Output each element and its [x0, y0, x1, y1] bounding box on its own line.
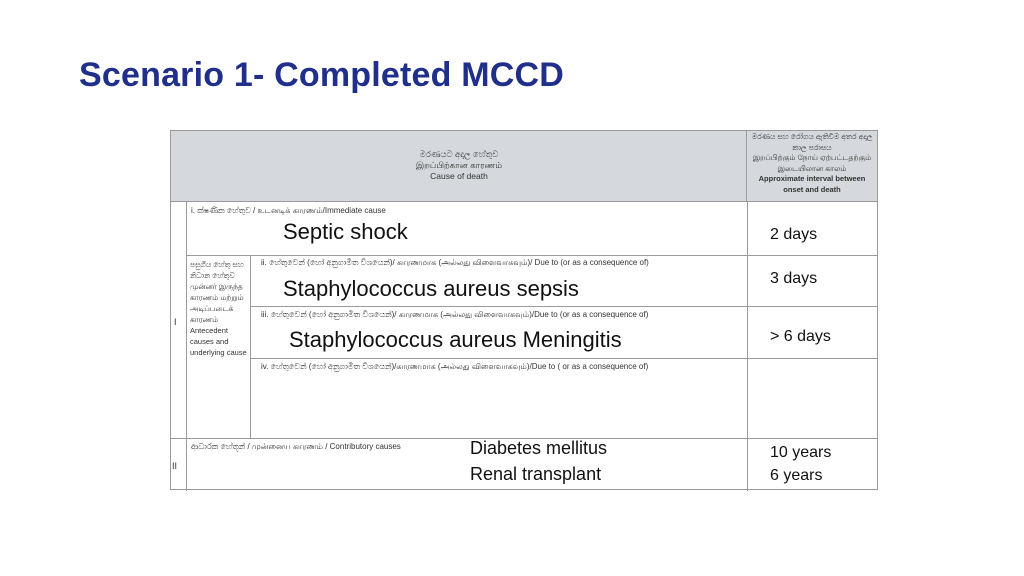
cause-due-to-iii: Staphylococcus aureus Meningitis	[289, 327, 622, 352]
due-to-iv-label: iv. හේතුවෙන් (හෝ අනුගාමිත විශයෙන්)/காரணமாக (அல்லது விளைவாகவும்)/Due to ( or as a consequence of)	[261, 362, 649, 371]
due-to-ii-label: ii. හේතුවෙන් (හෝ අනුගාමිත විශයෙන්)/ காரணமாக (அல்லது விளைவாகவும்)/ Due to (or as a consequence of)	[261, 258, 649, 267]
cause-due-to-ii: Staphylococcus aureus sepsis	[283, 276, 579, 301]
cause-of-death-header	[171, 131, 747, 202]
contributory-causes-label: ආධාරක හේතූන් / முன்னைய காரணம் / Contributory causes	[191, 442, 401, 451]
contributory-cause-1: Diabetes mellitus	[470, 438, 608, 458]
header-tamil-text: இறப்பிற்கான காரணம்	[415, 160, 503, 170]
interval-due-to-ii: 3 days	[770, 270, 818, 287]
antecedent-causes-label: පසුගිය හේතු සහ නිධාන හේතුව முன்னர் இருந்த காரணம் மற்றும் அடிப்படைக் காரணம் Antecedent causes and underlying cause	[190, 260, 247, 357]
interval-immediate: 2 days	[770, 226, 818, 243]
interval-contributory-1: 10 years	[770, 444, 832, 461]
slide-title: Scenario 1- Completed MCCD	[79, 56, 565, 94]
interval-due-to-iii: > 6 days	[770, 328, 831, 345]
part-two-numeral: II	[172, 461, 178, 471]
cause-immediate: Septic shock	[283, 219, 408, 244]
due-to-iii-label: iii. හේතුවෙන් (හෝ අනුගාමිත විශයෙන්)/ காரணமாக (அல்லது விளைவாகவும்)/Due to (or as a consequence of)	[261, 310, 649, 319]
interval-contributory-2: 6 years	[770, 467, 823, 484]
contributory-cause-2: Renal transplant	[470, 464, 602, 484]
interval-header-english: Approximate interval between onset and death	[758, 174, 866, 194]
immediate-cause-label: i. ක්ෂණික හේතුව / உடனடிக் காரணம்/Immediate cause	[191, 206, 386, 215]
mccd-form	[170, 130, 878, 490]
interval-header-sinhala: මරණය සහ රෝගය ඇතිවීම අතර අදාල කාල පරාසය	[751, 132, 873, 152]
part-one-numeral: I	[174, 317, 177, 327]
header-english-text: Cause of death	[430, 171, 488, 181]
interval-header	[747, 131, 877, 202]
header-sinhala-text: මරණයට අදාල හේතුව	[419, 149, 499, 159]
interval-header-tamil: இறப்பிற்கும் நோய் ஏற்பட்டதற்கும் இடையிலான காலம்	[752, 153, 872, 173]
